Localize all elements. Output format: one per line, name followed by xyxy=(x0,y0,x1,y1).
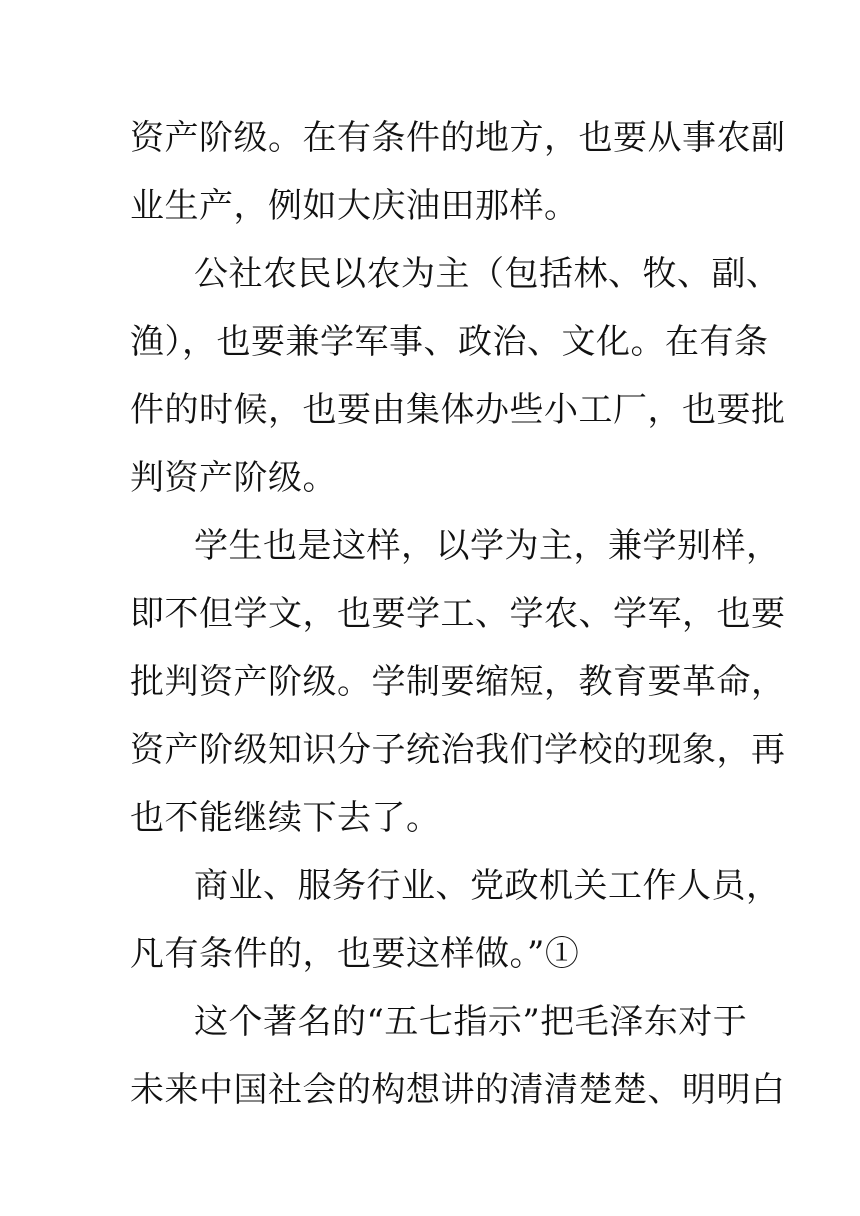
paragraph-start-line: 这个著名的“五七指示”把毛泽东对于 xyxy=(194,1002,748,1042)
paragraph-start-line: 商业、服务行业、党政机关工作人员， xyxy=(194,866,781,906)
text-line: 凡有条件的，也要这样做。”① xyxy=(130,934,580,974)
text-line: 资产阶级知识分子统治我们学校的现象，再 xyxy=(130,730,786,770)
text-line: 未来中国社会的构想讲的清清楚楚、明明白 xyxy=(130,1070,786,1110)
text-line: 业生产，例如大庆油田那样。 xyxy=(130,186,579,226)
text-line: 资产阶级。在有条件的地方，也要从事农副 xyxy=(130,118,786,158)
text-line: 件的时候，也要由集体办些小工厂，也要批 xyxy=(130,390,786,430)
text-line: 也不能继续下去了。 xyxy=(130,798,441,838)
body-text xyxy=(130,104,786,1124)
paragraph-start-line: 学生也是这样，以学为主，兼学别样， xyxy=(194,526,781,566)
paragraph-start-line: 公社农民以农为主（包括林、牧、副、 xyxy=(194,254,781,294)
text-line: 判资产阶级。 xyxy=(130,458,337,498)
text-line: 批判资产阶级。学制要缩短，教育要革命， xyxy=(130,662,786,702)
text-line: 渔），也要兼学军事、政治、文化。在有条 xyxy=(130,322,769,362)
text-line: 即不但学文，也要学工、学农、学军，也要 xyxy=(130,594,786,634)
